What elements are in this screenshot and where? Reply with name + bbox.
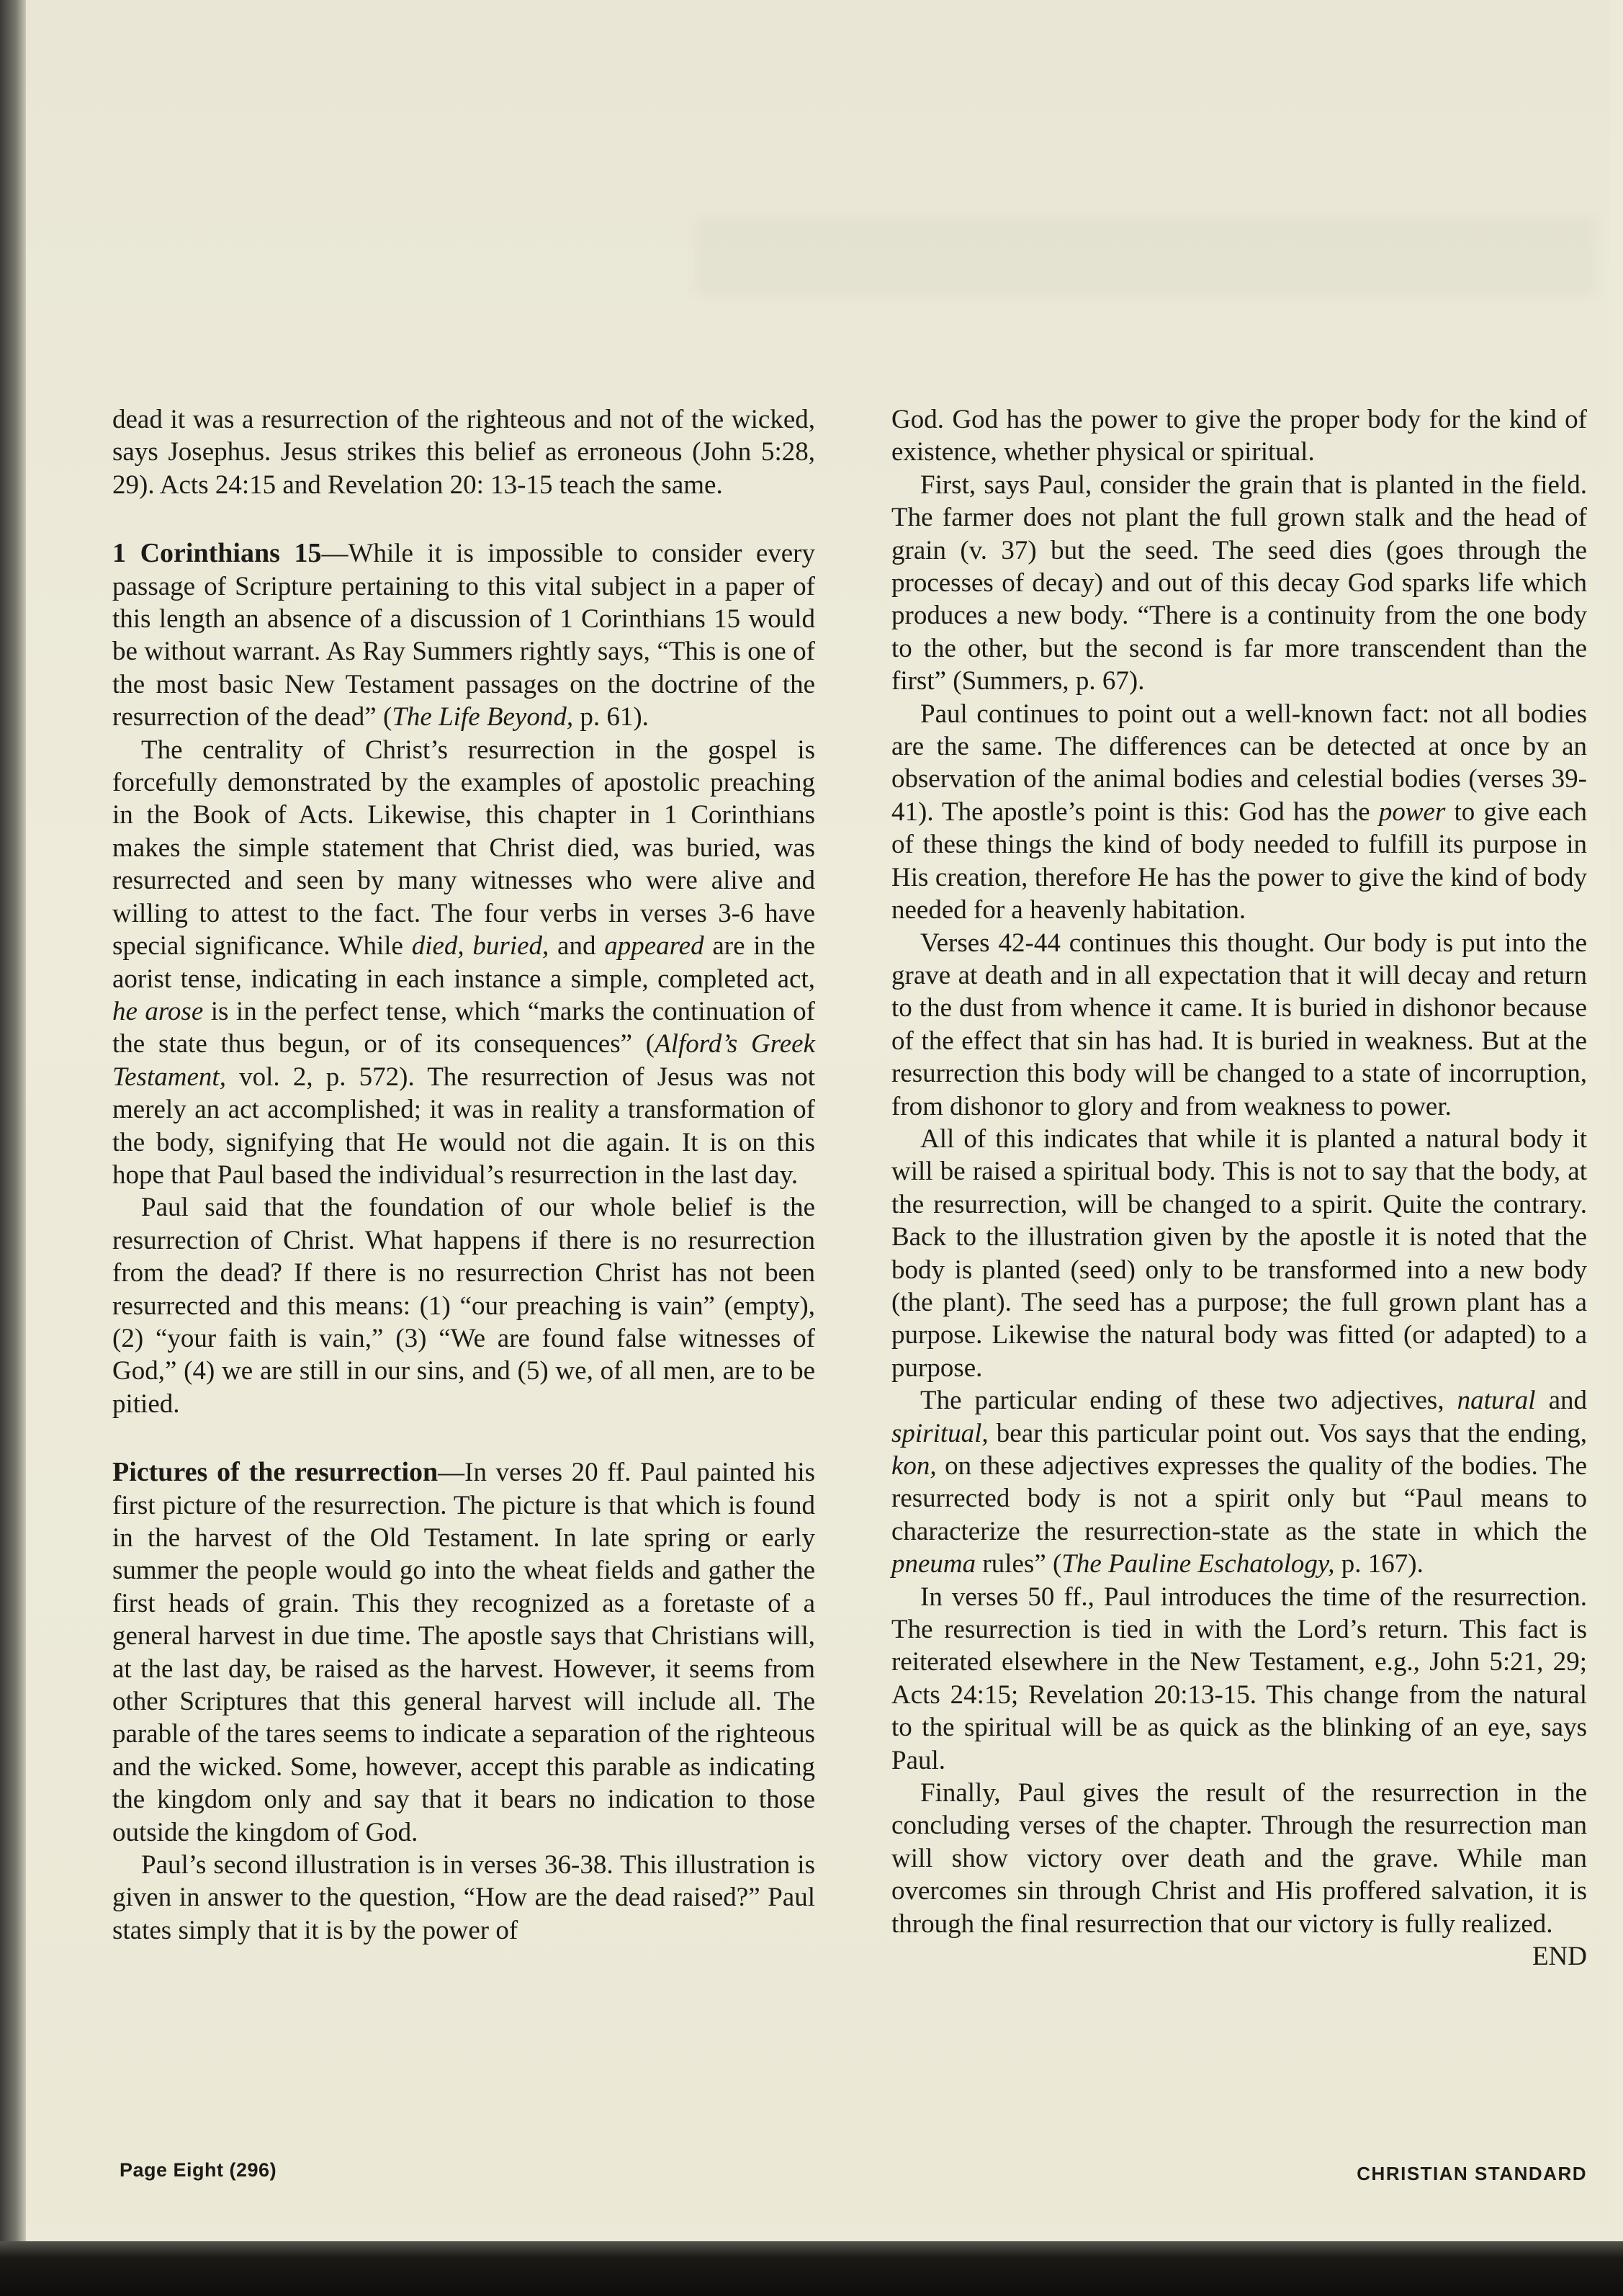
- paragraph-text: The particular ending of these two adjectives,: [920, 1386, 1457, 1416]
- paragraph-text: p. 61).: [573, 702, 649, 732]
- paragraph-text: p. 167).: [1334, 1549, 1424, 1579]
- page-spine-shadow: [0, 0, 26, 2296]
- paragraph-centrality: [112, 734, 815, 1192]
- page-number: Page Eight (296): [120, 2159, 277, 2181]
- paragraph-text: are in the aorist tense, indicating in each instance a simple, completed act,: [112, 931, 815, 994]
- paragraph: In verses 50 ff., Paul introduces the time of the resurrection. The resurrection is tied in with the Lord’s return. This fact is reiterated elsewhere in the New Testament, e.g., John 5:21, 29; Acts 24:15; Revelation 20:13-15. This change from the natural to the spiritual will be as quick as the blinking of an eye, says Paul.: [891, 1582, 1587, 1775]
- left-column: [112, 403, 815, 1947]
- paragraph-text: rules” (: [976, 1549, 1062, 1579]
- paragraph: Verses 42-44 continues this thought. Our body is put into the grave at death and in all expectation that it will decay and return to the dust from whence it came. It is buried in dishonor because of the effect that sin has had. It is buried in weakness. But at the resurrection this body will be changed to a state of incorruption, from dishonor to glory and from weakness to power.: [891, 928, 1587, 1121]
- emphasis: spiritual,: [891, 1418, 989, 1448]
- paragraph-text: and: [549, 931, 605, 961]
- section-heading-corinthians: 1 Corinthians 15: [112, 538, 322, 569]
- bleed-through-ghost: [696, 216, 1596, 295]
- emphasis: kon,: [891, 1451, 937, 1481]
- emphasis: power: [1378, 797, 1446, 827]
- emphasis: he arose: [112, 996, 204, 1026]
- paragraph: dead it was a resurrection of the righteous and not of the wicked, says Josephus. Jesus strikes this belief as erroneous (John 5:28, 29). Acts 24:15 and Revelation 20: 13-15 teach the same.: [112, 405, 815, 500]
- paragraph-text: vol. 2, p. 572). The resurrection of Jesus was not merely an act accomplished; it was in reality a transformation of the body, signifying that He would not die again. It is on this hope that Paul based the individual’s resurrection in the last day.: [112, 1062, 815, 1190]
- paragraph-text: —While it is impossible to consider every passage of Scripture pertaining to this vital subject in a paper of this length an absence of a discussion of 1 Corinthians 15 would be without warrant. As Ray Summers rightly says, “This is one of the most basic New Testament passages on the doctrine of the resurrection of the dead” (: [112, 539, 815, 732]
- emphasis: natural: [1457, 1386, 1536, 1416]
- paragraph: God. God has the power to give the proper body for the kind of existence, whether physical or spiritual.: [891, 405, 1587, 467]
- paragraph-text: Finally, Paul gives the result of the resurrection in the concluding verses of the chapter. Through the resurrection man will show victory over death and the grave. While man overcomes sin through Christ and His proffered salvation, it is through the final resurrection that our victory is fully realized.: [891, 1778, 1587, 1939]
- right-column: [891, 403, 1587, 1973]
- emphasis: pneuma: [891, 1549, 976, 1579]
- citation-title: Alford’s Greek Testament,: [112, 1029, 815, 1092]
- paragraph: First, says Paul, consider the grain that is planted in the field. The farmer does not plant the full grown stalk and the head of grain (v. 37) but the seed. The seed dies (goes through the processes of decay) and out of this decay God sparks life which produces a new body. “There is a continuity from the one body to the other, but the second is far more transcendent than the first” (Summers, p. 67).: [891, 470, 1587, 696]
- end-mark: END: [1532, 1942, 1587, 1972]
- publication-name: CHRISTIAN STANDARD: [1357, 2163, 1587, 2184]
- paragraph: [891, 1384, 1587, 1580]
- paragraph-text: on these adjectives expresses the quality of the bodies. The resurrected body is not a spirit only but “Paul means to characterize the resurrection-state as the state in which the: [891, 1451, 1587, 1546]
- paragraph-second-illustration: Paul’s second illustration is in verses 36-38. This illustration is given in answer to the question, “How are the dead raised?” Paul states simply that it is by the power of: [112, 1850, 815, 1945]
- paragraph-text: —In verses 20 ff. Paul painted his first picture of the resurrection. The picture is that which is found in the harvest of the Old Testament. In late spring or early summer the people would go into the wheat fields and gather the first heads of grain. This they recognized as a foretaste of a general harvest in due time. The apostle says that Christians will, at the last day, be raised as the harvest. However, it seems from other Scriptures that this general harvest will include all. The parable of the tares seems to indicate a separation of the righteous and the wicked. Some, however, accept this parable as indicating the kingdom only and say that it bears no indication to those outside the kingdom of God.: [112, 1458, 815, 1847]
- citation-title: The Pauline Eschatology,: [1061, 1549, 1335, 1579]
- paragraph-text: is in the perfect tense, which “marks the continuation of the state thus begun, or of its consequences” (: [112, 996, 815, 1059]
- paragraph: [891, 698, 1587, 927]
- scan-bottom-edge: [0, 2241, 1623, 2296]
- paragraph-text: Paul continues to point out a well-known fact: not all bodies are the same. The differences can be detected at once by an observation of the animal bodies and celestial bodies (verses 39-41). The apostle’s point is this: God has the: [891, 699, 1587, 827]
- emphasis: appeared: [604, 931, 704, 961]
- paragraph-final: [891, 1777, 1587, 1972]
- paragraph-text: The centrality of Christ’s resurrection in the gospel is forcefully demonstrated by the examples of apostolic preaching in the Book of Acts. Likewise, this chapter in 1 Corinthians makes the simple statement that Christ died, was buried, was resurrected and seen by many witnesses who were alive and willing to attest to the fact. The four verbs in verses 3-6 have special significance. While: [112, 735, 815, 961]
- paragraph-text: bear this particular point out. Vos says that the ending,: [988, 1418, 1587, 1448]
- paragraph-text: and: [1535, 1386, 1587, 1416]
- paragraph: All of this indicates that while it is planted a natural body it will be raised a spiritual body. This is not to say that the body, at the resurrection, will be changed to a spirit. Quite the contrary. Back to the illustration given by the apostle it is noted that the body is planted (seed) only to be transformed into a new body (the plant). The seed has a purpose; the full grown plant has a purpose. Likewise the natural body was fitted (or adapted) to a purpose.: [891, 1124, 1587, 1383]
- emphasis: died, buried,: [411, 931, 549, 961]
- paragraph-text: to give each of these things the kind of body needed to fulfill its purpose in His creation, therefore He has the power to give the kind of body needed for a heavenly habitation.: [891, 797, 1587, 925]
- paragraph-foundation: Paul said that the foundation of our whole belief is the resurrection of Christ. What happens if there is no resurrection from the dead? If there is no resurrection Christ has not been resurrected and this means: (1) “our preaching is vain” (empty), (2) “your faith is vain,” (3) “We are found false witnesses of God,” (4) we are still in our sins, and (5) we, of all men, are to be pitied.: [112, 1193, 815, 1419]
- section-heading-pictures: Pictures of the resurrection: [112, 1457, 439, 1488]
- citation-title: The Life Beyond,: [392, 702, 574, 732]
